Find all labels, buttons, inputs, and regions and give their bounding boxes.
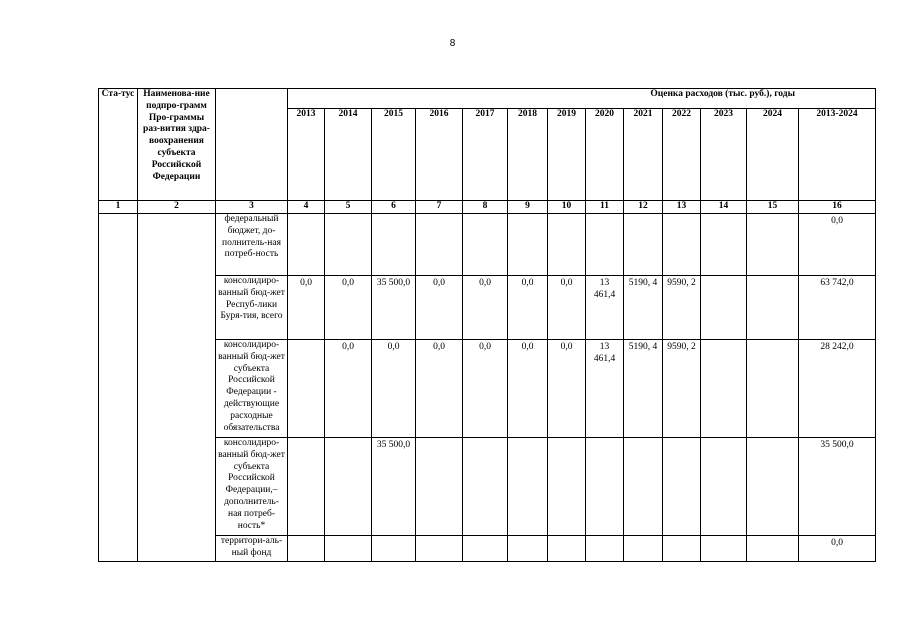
value-cell — [416, 214, 463, 276]
name-cell — [138, 214, 216, 562]
column-number: 3 — [216, 201, 288, 214]
year-header: 2018 — [508, 109, 548, 201]
value-cell — [416, 438, 463, 536]
year-header: 2016 — [416, 109, 463, 201]
year-header: 2022 — [663, 109, 701, 201]
value-cell — [701, 214, 747, 276]
year-header: 2021 — [624, 109, 663, 201]
value-cell — [701, 536, 747, 562]
table-row — [99, 536, 876, 562]
column-number: 15 — [747, 201, 799, 214]
value-cell — [663, 214, 701, 276]
value-cell: 0,0 — [325, 276, 372, 340]
value-cell: 0,0 — [325, 340, 372, 438]
column-number: 6 — [372, 201, 416, 214]
column-number: 10 — [548, 201, 586, 214]
value-cell: 35 500,0 — [372, 438, 416, 536]
funding-source-cell: консолидиро-ванный бюд-жет субъекта Российской Федерации - действующие расходные обязательства — [216, 340, 288, 438]
value-cell — [624, 214, 663, 276]
year-header: 2013 — [288, 109, 325, 201]
column-number: 16 — [799, 201, 876, 214]
value-cell — [701, 438, 747, 536]
column-number: 2 — [138, 201, 216, 214]
year-header: 2014 — [325, 109, 372, 201]
value-cell — [747, 214, 799, 276]
value-cell: 5190, 4 — [624, 276, 663, 340]
name-header: Наименова-ние подпро-грамм Про-граммы раз-вития здра-воохранения субъекта Российской Федерации — [138, 89, 216, 201]
value-cell — [747, 536, 799, 562]
value-cell: 0,0 — [548, 340, 586, 438]
value-cell: 35 500,0 — [799, 438, 876, 536]
column-number: 4 — [288, 201, 325, 214]
value-cell: 5190, 4 — [624, 340, 663, 438]
value-cell — [325, 536, 372, 562]
expenses-table — [98, 88, 876, 562]
value-cell: 28 242,0 — [799, 340, 876, 438]
value-cell: 0,0 — [372, 340, 416, 438]
value-cell — [624, 536, 663, 562]
year-header: 2024 — [747, 109, 799, 201]
value-cell: 9590, 2 — [663, 340, 701, 438]
value-cell — [663, 438, 701, 536]
value-cell — [548, 438, 586, 536]
column-number: 5 — [325, 201, 372, 214]
column-number: 9 — [508, 201, 548, 214]
value-cell: 0,0 — [799, 214, 876, 276]
value-cell — [701, 276, 747, 340]
year-header: 2017 — [463, 109, 508, 201]
value-cell: 35 500,0 — [372, 276, 416, 340]
value-cell — [288, 214, 325, 276]
value-cell — [586, 536, 624, 562]
value-cell: 0,0 — [416, 340, 463, 438]
funding-source-cell: федеральный бюджет, до-полнитель-ная потреб-ность — [216, 214, 288, 276]
value-cell — [701, 340, 747, 438]
status-header: Ста-тус — [99, 89, 138, 201]
value-cell: 0,0 — [508, 276, 548, 340]
year-header: 2020 — [586, 109, 624, 201]
value-cell — [288, 438, 325, 536]
value-cell — [325, 438, 372, 536]
year-header: 2023 — [701, 109, 747, 201]
year-header: 2015 — [372, 109, 416, 201]
value-cell — [747, 340, 799, 438]
column-number: 13 — [663, 201, 701, 214]
value-cell — [548, 536, 586, 562]
table-row — [99, 340, 876, 438]
value-cell: 0,0 — [548, 276, 586, 340]
value-cell — [586, 438, 624, 536]
value-cell — [288, 536, 325, 562]
value-cell — [372, 536, 416, 562]
value-cell: 13 461,4 — [586, 276, 624, 340]
column-number: 14 — [701, 201, 747, 214]
expenses-title: Оценка расходов (тыс. руб.), годы — [288, 89, 876, 109]
page-number: 8 — [449, 38, 456, 49]
value-cell — [325, 214, 372, 276]
table-row — [99, 438, 876, 536]
column-number: 12 — [624, 201, 663, 214]
column-number: 7 — [416, 201, 463, 214]
column-number: 1 — [99, 201, 138, 214]
value-cell — [508, 214, 548, 276]
value-cell: 0,0 — [463, 276, 508, 340]
value-cell: 9590, 2 — [663, 276, 701, 340]
value-cell: 0,0 — [799, 536, 876, 562]
value-cell: 0,0 — [288, 276, 325, 340]
funding-source-cell: консолидиро-ванный бюд-жет субъекта Российской Федерации,– дополнитель-ная потреб-ность* — [216, 438, 288, 536]
funding-source-cell: территори-аль-ный фонд — [216, 536, 288, 562]
column-number: 8 — [463, 201, 508, 214]
value-cell: 63 742,0 — [799, 276, 876, 340]
value-cell — [747, 276, 799, 340]
column-number: 11 — [586, 201, 624, 214]
year-header: 2013-2024 — [799, 109, 876, 201]
status-cell — [99, 214, 138, 562]
value-cell — [548, 214, 586, 276]
value-cell: 0,0 — [416, 276, 463, 340]
value-cell — [463, 536, 508, 562]
value-cell: 13 461,4 — [586, 340, 624, 438]
value-cell: 0,0 — [463, 340, 508, 438]
source-header — [216, 89, 288, 201]
funding-source-cell: консолидиро-ванный бюд-жет Респуб-лики Буря-тия, всего — [216, 276, 288, 340]
value-cell — [586, 214, 624, 276]
value-cell — [624, 438, 663, 536]
value-cell — [372, 214, 416, 276]
value-cell — [508, 536, 548, 562]
value-cell — [747, 438, 799, 536]
year-header: 2019 — [548, 109, 586, 201]
value-cell — [463, 214, 508, 276]
value-cell — [463, 438, 508, 536]
value-cell: 0,0 — [508, 340, 548, 438]
table-row — [99, 276, 876, 340]
value-cell — [508, 438, 548, 536]
value-cell — [288, 340, 325, 438]
value-cell — [416, 536, 463, 562]
table-row — [99, 214, 876, 276]
value-cell — [663, 536, 701, 562]
